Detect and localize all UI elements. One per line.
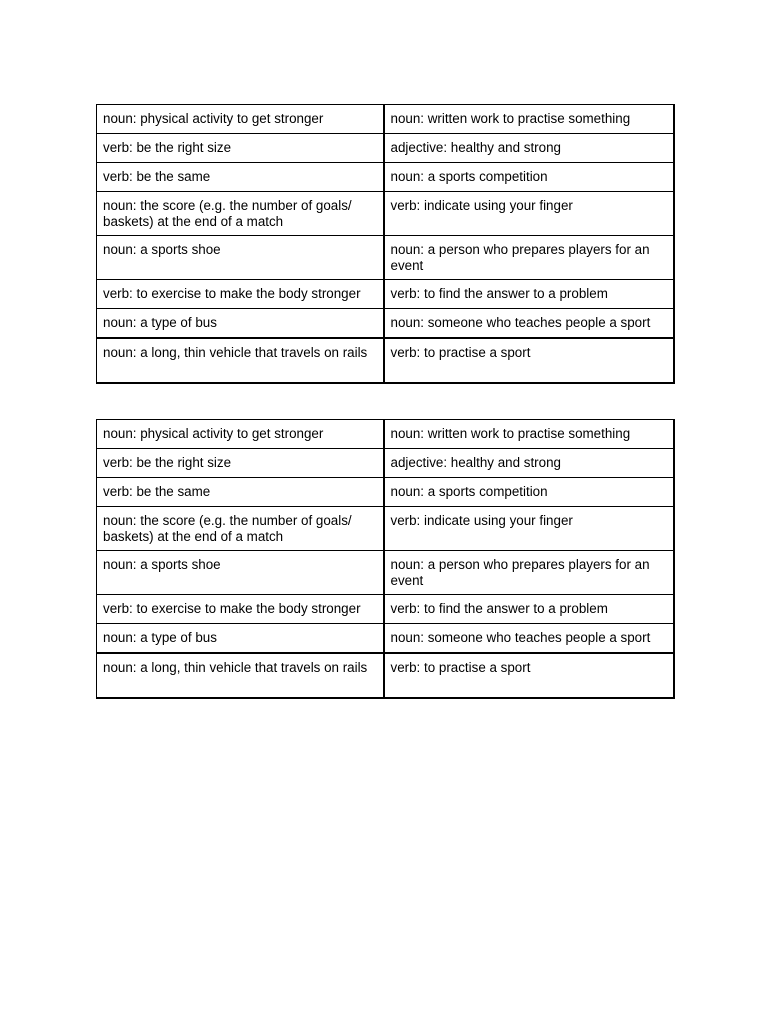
definition-cell: noun: the score (e.g. the number of goals/ baskets) at the end of a match bbox=[97, 192, 384, 236]
definition-cell: verb: to find the answer to a problem bbox=[384, 280, 674, 309]
table-row bbox=[97, 551, 674, 595]
table-row bbox=[97, 338, 674, 383]
table-row bbox=[97, 309, 674, 339]
table-row bbox=[97, 163, 674, 192]
definition-cell: verb: be the right size bbox=[97, 134, 384, 163]
table-row bbox=[97, 653, 674, 698]
definition-cell: noun: a person who prepares players for an event bbox=[384, 236, 674, 280]
definition-cell: noun: a type of bus bbox=[97, 624, 384, 654]
definition-cell: verb: be the same bbox=[97, 163, 384, 192]
definition-table-1 bbox=[96, 104, 675, 384]
definition-cell: verb: to find the answer to a problem bbox=[384, 595, 674, 624]
table-row bbox=[97, 507, 674, 551]
table-row bbox=[97, 192, 674, 236]
definition-cell: adjective: healthy and strong bbox=[384, 134, 674, 163]
table-row bbox=[97, 420, 674, 449]
definition-cell: noun: the score (e.g. the number of goals/ baskets) at the end of a match bbox=[97, 507, 384, 551]
definition-cell: verb: indicate using your finger bbox=[384, 507, 674, 551]
definition-cell: noun: a sports competition bbox=[384, 163, 674, 192]
table-row bbox=[97, 449, 674, 478]
definition-cell: noun: written work to practise something bbox=[384, 420, 674, 449]
definition-cell: noun: a sports shoe bbox=[97, 551, 384, 595]
definition-cell: noun: a long, thin vehicle that travels on rails bbox=[97, 338, 384, 383]
definition-cell: noun: a type of bus bbox=[97, 309, 384, 339]
definition-cell: noun: someone who teaches people a sport bbox=[384, 309, 674, 339]
definition-cell: verb: to exercise to make the body stronger bbox=[97, 280, 384, 309]
definition-cell: verb: to exercise to make the body stronger bbox=[97, 595, 384, 624]
table-row bbox=[97, 595, 674, 624]
definition-cell: verb: to practise a sport bbox=[384, 653, 674, 698]
definition-cell: noun: a person who prepares players for an event bbox=[384, 551, 674, 595]
definition-cell: noun: a sports shoe bbox=[97, 236, 384, 280]
table-row bbox=[97, 134, 674, 163]
table-row bbox=[97, 236, 674, 280]
definition-cell: noun: physical activity to get stronger bbox=[97, 105, 384, 134]
definition-cell: noun: someone who teaches people a sport bbox=[384, 624, 674, 654]
table-row bbox=[97, 478, 674, 507]
definition-cell: noun: written work to practise something bbox=[384, 105, 674, 134]
definition-cell: verb: to practise a sport bbox=[384, 338, 674, 383]
definition-cell: noun: a long, thin vehicle that travels on rails bbox=[97, 653, 384, 698]
definition-cell: noun: a sports competition bbox=[384, 478, 674, 507]
table-row bbox=[97, 624, 674, 654]
definition-table-2 bbox=[96, 419, 675, 699]
definition-cell: verb: be the same bbox=[97, 478, 384, 507]
definition-cell: verb: indicate using your finger bbox=[384, 192, 674, 236]
definition-cell: adjective: healthy and strong bbox=[384, 449, 674, 478]
table-row bbox=[97, 280, 674, 309]
table-row bbox=[97, 105, 674, 134]
definition-cell: noun: physical activity to get stronger bbox=[97, 420, 384, 449]
definition-cell: verb: be the right size bbox=[97, 449, 384, 478]
